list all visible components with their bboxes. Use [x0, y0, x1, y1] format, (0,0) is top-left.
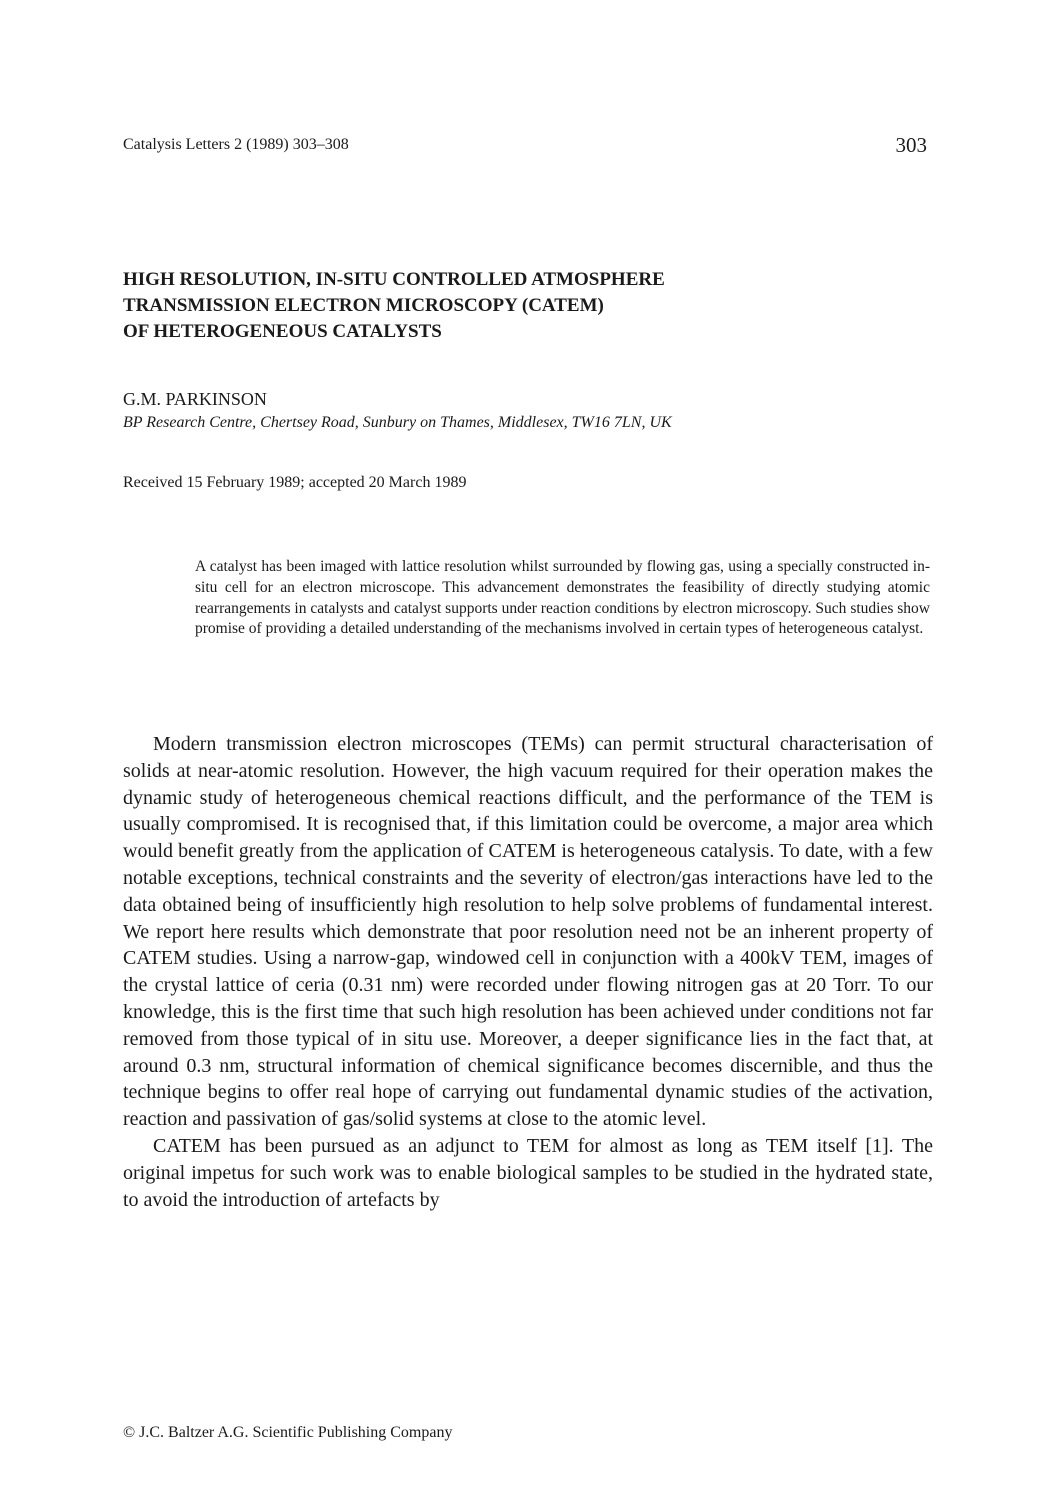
- journal-citation: Catalysis Letters 2 (1989) 303–308: [123, 136, 349, 153]
- copyright-notice: © J.C. Baltzer A.G. Scientific Publishing Company: [123, 1424, 453, 1441]
- article-title: [123, 267, 923, 345]
- body-text: [123, 731, 933, 1213]
- author-name: G.M. PARKINSON: [123, 389, 267, 409]
- paragraph-1: Modern transmission electron microscopes (TEMs) can permit structural characterisation of solids at near-atomic resolution. However, the high vacuum required for their operation makes the dynamic study of heterogeneous chemical reactions difficult, and the performance of the TEM is usually compromised. It is recognised that, if this limitation could be overcome, a major area which would benefit greatly from the application of CATEM is heterogeneous catalysis. To date, with a few notable exceptions, technical constraints and the severity of electron/gas interactions have led to the data obtained being of insufficiently high resolution to help solve problems of fundamental interest. We report here results which demonstrate that poor resolution need not be an inherent property of CATEM studies. Using a narrow-gap, windowed cell in conjunction with a 400kV TEM, images of the crystal lattice of ceria (0.31 nm) were recorded under flowing nitrogen gas at 20 Torr. To our knowledge, this is the first time that such high resolution has been achieved under conditions not far removed from those typical of in situ use. Moreover, a deeper significance lies in the fact that, at around 0.3 nm, structural information of chemical significance becomes discernible, and thus the technique begins to offer real hope of carrying out fundamental dynamic studies of the activation, reaction and passivation of gas/solid systems at close to the atomic level.: [123, 733, 933, 1131]
- title-line-3: OF HETEROGENEOUS CATALYSTS: [123, 321, 442, 342]
- author-affiliation: BP Research Centre, Chertsey Road, Sunbury on Thames, Middlesex, TW16 7LN, UK: [123, 414, 672, 431]
- title-line-2: TRANSMISSION ELECTRON MICROSCOPY (CATEM): [123, 295, 604, 316]
- page-number: 303: [895, 133, 927, 157]
- paragraph-2: CATEM has been pursued as an adjunct to TEM for almost as long as TEM itself [1]. The original impetus for such work was to enable biological samples to be studied in the hydrated state, to avoid the introduction of artefacts by: [123, 1134, 933, 1211]
- received-dates: Received 15 February 1989; accepted 20 March 1989: [123, 474, 467, 491]
- title-line-1: HIGH RESOLUTION, IN-SITU CONTROLLED ATMOSPHERE: [123, 269, 665, 290]
- abstract: A catalyst has been imaged with lattice resolution whilst surrounded by flowing gas, using a specially constructed in-situ cell for an electron microscope. This advancement demonstrates the feasibility of directly studying atomic rearrangements in catalysts and catalyst supports under reaction conditions by electron microscopy. Such studies show promise of providing a detailed understanding of the mechanisms involved in certain types of heterogeneous catalyst.: [195, 558, 930, 638]
